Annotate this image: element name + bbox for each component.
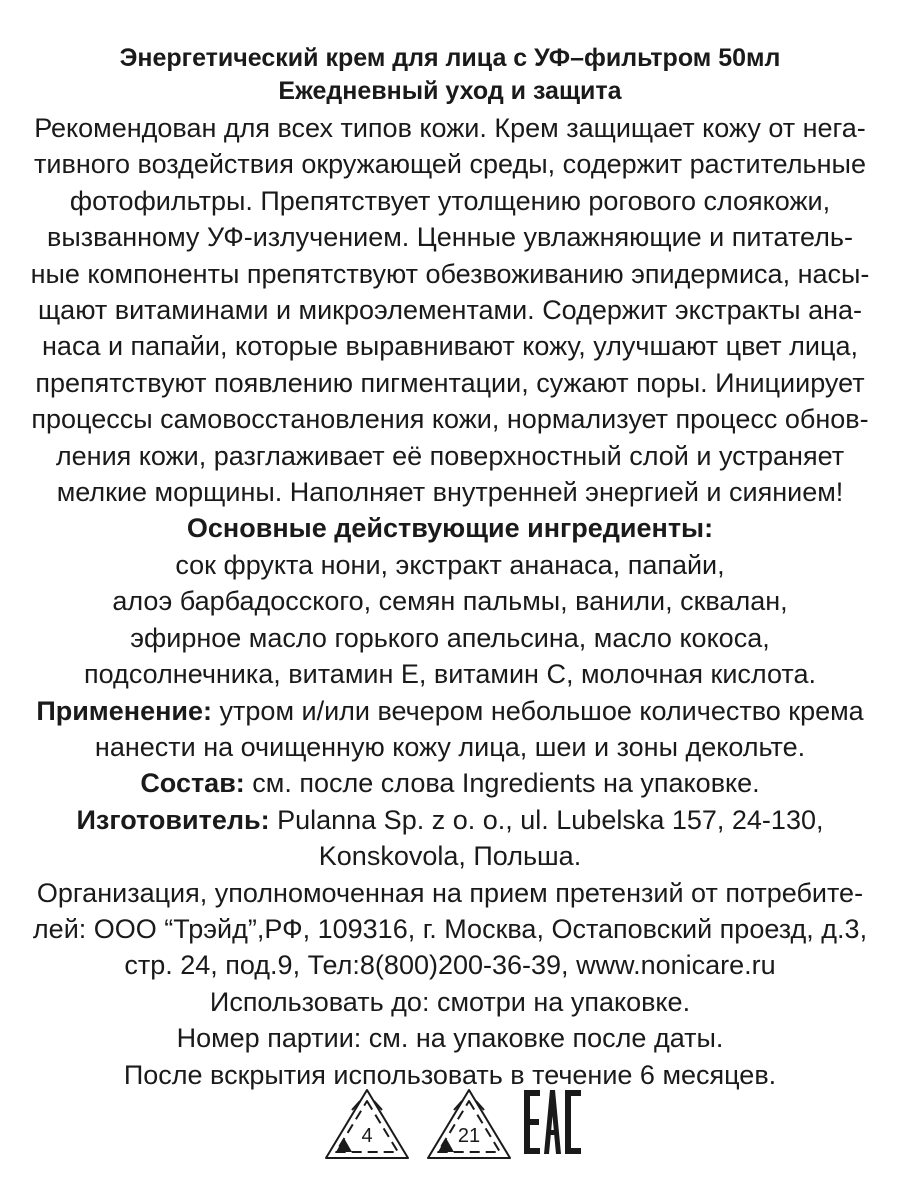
ingredients-line: подсолнечника, витамин Е, витамин С, молочная кислота. [84, 659, 816, 690]
ingredients-line: эфирное масло горького апельсина, масло кокоса, [130, 622, 770, 653]
description-line: ные компоненты препятствуют обезвоживанию эпидермиса, насы- [30, 258, 870, 289]
organization-line: стр. 24, под.9, Тел:8(800)200-36-39, www.nonicare.ru [124, 950, 776, 981]
ingredients-heading: Основные действующие ингредиенты: [186, 513, 714, 544]
manufacturer-line-2: Konskovola, Польша. [318, 841, 582, 872]
product-title: Энергетический крем для лица с УФ–фильтром 50мл [119, 44, 781, 72]
eac-mark-icon [522, 1086, 584, 1160]
composition-text: см. после слова Ingredients на упаковке. [244, 768, 760, 799]
certification-icons [0, 1086, 900, 1166]
batch-line: Номер партии: см. на упаковке после даты. [176, 1023, 724, 1054]
recycle-icon [424, 1086, 514, 1164]
description-line: тивного воздействия окружающей среды, содержит растительные [34, 149, 866, 180]
description-line: фотофильтры. Препятствует утолщению рогового слоякожи, [69, 185, 831, 216]
recycle-code-label: 21 [457, 1125, 481, 1147]
expiry-line: Использовать до: смотри на упаковке. [209, 986, 691, 1017]
composition-line [20, 765, 880, 801]
recycle-icon [322, 1086, 412, 1164]
usage-line-2: нанести на очищенную кожу лица, шеи и зоны декольте. [94, 731, 806, 762]
manufacturer-label: Изготовитель: [76, 804, 270, 835]
label-text-block [20, 110, 880, 1093]
description-line: ления кожи, разглаживает её поверхностный слой и устраняет [55, 440, 845, 471]
description-line: мелкие морщины. Наполняет внутренней энергией и сиянием! [56, 477, 844, 508]
description-line: процессы самовосстановления кожи, нормализует процесс обнов- [31, 404, 869, 435]
ingredients-line: сок фрукта нони, экстракт ананаса, папайи, [175, 549, 725, 580]
usage-label: Применение: [36, 695, 213, 726]
organization-line: Организация, уполномоченная на прием претензий от потребите- [36, 877, 864, 908]
manufacturer-line [20, 802, 880, 838]
description-line: щают витаминами и микроэлементами. Содержит экстракты ана- [37, 295, 863, 326]
usage-line [20, 693, 880, 729]
after-opening-line: После вскрытия использовать в течение 6 месяцев. [123, 1059, 777, 1090]
manufacturer-address: Pulanna Sp. z o. o., ul. Lubelska 157, 24-130, [269, 804, 824, 835]
description-line: Рекомендован для всех типов кожи. Крем защищает кожу от нега- [34, 113, 866, 143]
ingredients-line: алоэ барбадосского, семян пальмы, ванили, сквалан, [112, 586, 788, 617]
usage-text: утром и/или вечером небольшое количество крема [212, 695, 864, 726]
product-subtitle: Ежедневный уход и защита [278, 77, 622, 105]
recycle-code-label: 4 [361, 1125, 373, 1147]
description-line: вызванному УФ-излучением. Ценные увлажняющие и питатель- [47, 222, 853, 253]
description-line: препятствуют появлению пигментации, сужают поры. Инициирует [35, 367, 865, 398]
organization-line: лей: ООО “Трэйд”,РФ, 109316, г. Москва, Остаповский проезд, д.3, [32, 913, 868, 944]
composition-label: Состав: [140, 768, 245, 799]
description-line: наса и папайи, которые выравнивают кожу, улучшают цвет лица, [42, 331, 858, 362]
